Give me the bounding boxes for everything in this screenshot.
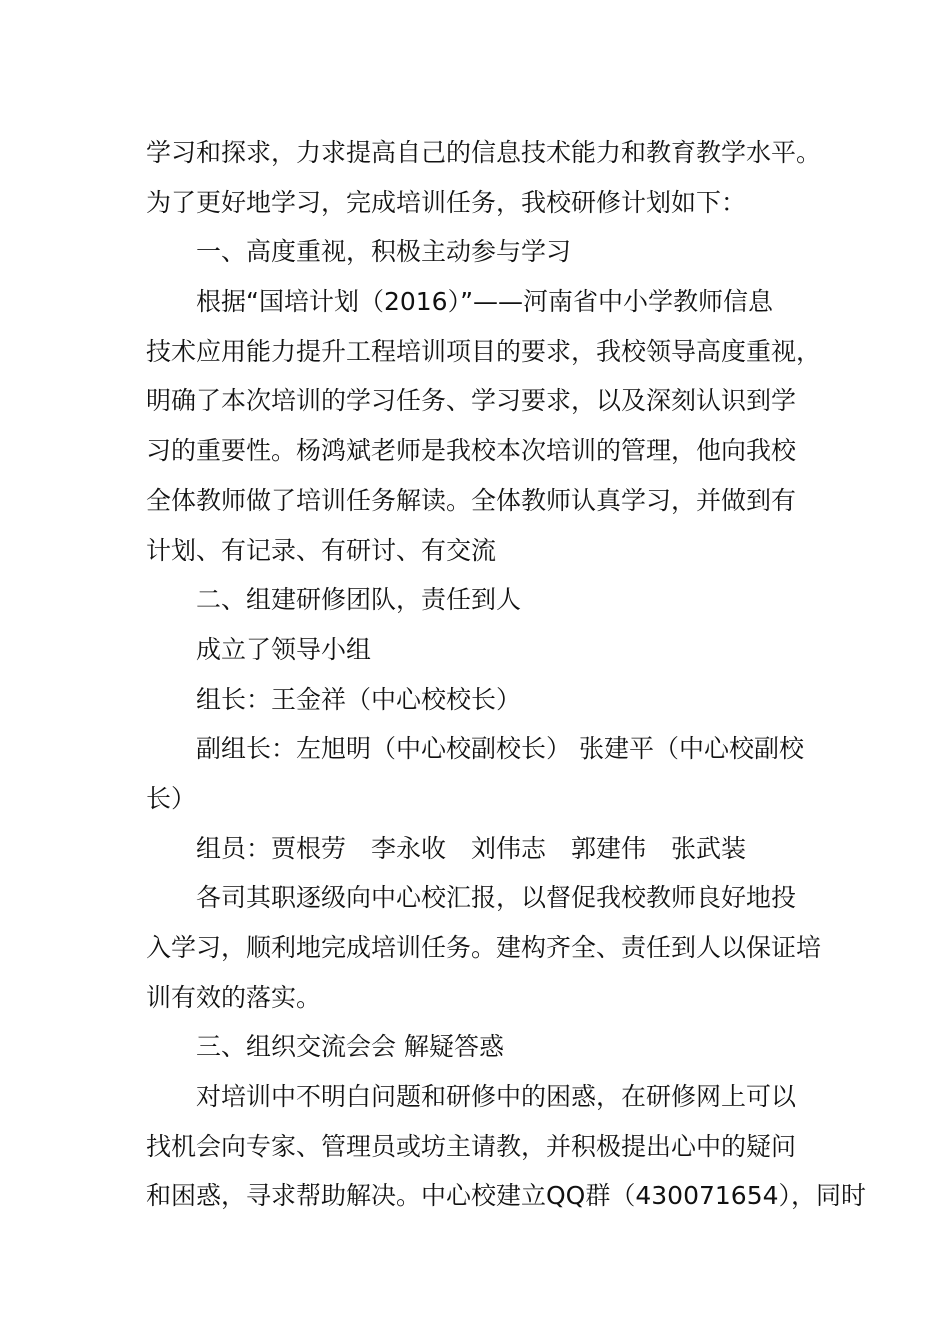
text-line: 根据“国培计划（2016）”——河南省中小学教师信息: [196, 287, 774, 317]
text-line: 明确了本次培训的学习任务、学习要求，以及深刻认识到学: [146, 386, 797, 416]
text-line: 全体教师做了培训任务解读。全体教师认真学习，并做到有: [146, 485, 797, 515]
group-members-line: 组员：贾根劳 李永收 刘伟志 郭建伟 张武装: [196, 833, 747, 863]
text-line: 成立了领导小组: [196, 634, 372, 664]
section-heading-2: 二、组建研修团队，责任到人: [196, 585, 522, 615]
text-line: 入学习，顺利地完成培训任务。建构齐全、责任到人以保证培: [146, 933, 822, 962]
text-line: 训有效的落实。: [146, 982, 322, 1012]
text-line: 对培训中不明白问题和研修中的困惑，在研修网上可以: [196, 1082, 797, 1112]
text-line: 各司其职逐级向中心校汇报，以督促我校教师良好地投: [196, 883, 797, 913]
text-line: 技术应用能力提升工程培训项目的要求，我校领导高度重视，: [146, 336, 822, 366]
text-line: 学习和探求，力求提高自己的信息技术能力和教育教学水平。: [146, 138, 822, 167]
group-leader-line: 组长：王金祥（中心校校长）: [196, 684, 522, 714]
section-heading-3: 三、组织交流会会 解疑答惑: [196, 1032, 504, 1062]
section-heading-1: 一、高度重视，积极主动参与学习: [196, 237, 572, 267]
deputy-leader-line: 副组长：左旭明（中心校副校长） 张建平（中心校副校: [196, 734, 804, 764]
text-line: 和困惑，寻求帮助解决。中心校建立QQ群（430071654），同时: [146, 1181, 867, 1211]
document-body: [146, 128, 867, 1221]
text-line: 计划、有记录、有研讨、有交流: [146, 535, 497, 565]
text-line: 找机会向专家、管理员或坊主请教，并积极提出心中的疑问: [146, 1131, 797, 1161]
text-line: 习的重要性。杨鸿斌老师是我校本次培训的管理，他向我校: [146, 436, 797, 466]
text-line: 长）: [146, 783, 197, 813]
text-line: 为了更好地学习，完成培训任务，我校研修计划如下：: [146, 187, 747, 217]
